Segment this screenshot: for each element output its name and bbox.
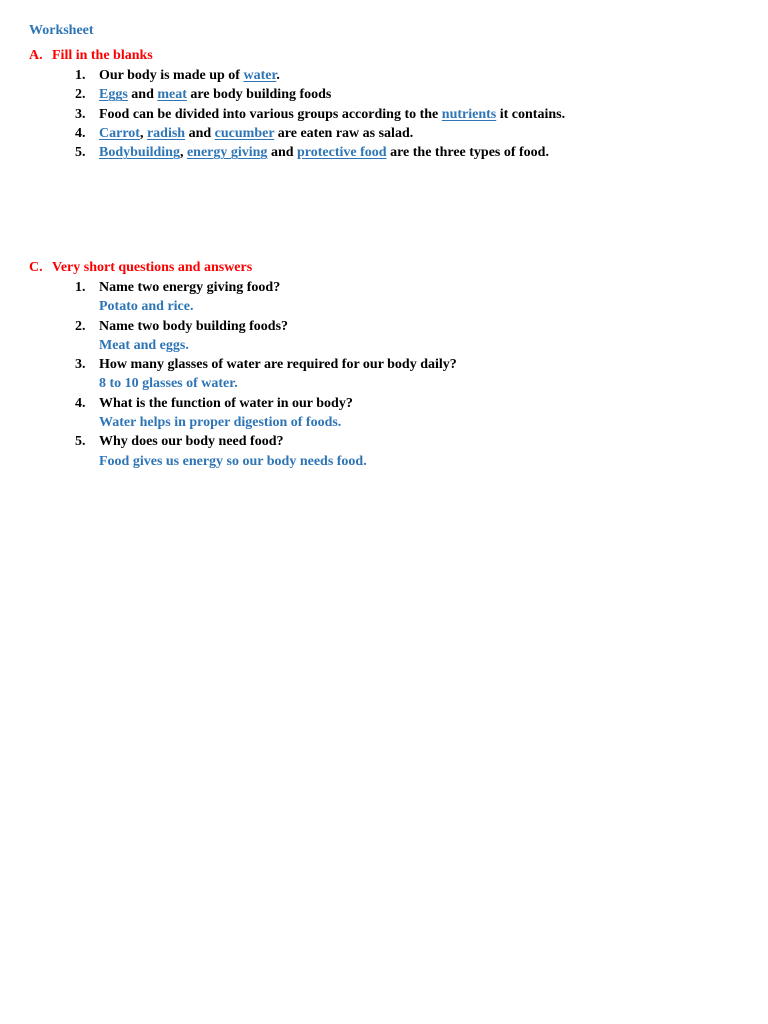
answer-text: Meat and eggs. — [99, 337, 189, 353]
blank-answer: water — [243, 68, 277, 83]
answer-text: Potato and rice. — [99, 299, 194, 315]
sentence-text: are eaten raw as salad. — [274, 125, 414, 141]
answer-text: 8 to 10 glasses of water. — [99, 376, 238, 392]
list-item — [0, 85, 565, 104]
sentence-text: , — [179, 145, 187, 161]
item-number: 2. — [75, 87, 86, 103]
list-item — [0, 432, 457, 471]
blank-answer: meat — [157, 87, 187, 103]
item-number: 5. — [75, 434, 86, 450]
question-text: Name two body building foods? — [99, 318, 289, 334]
section-c-heading — [29, 259, 252, 277]
blank-answer: cucumber — [214, 125, 275, 141]
blank-answer: nutrients — [441, 106, 497, 122]
section-a-heading — [29, 47, 153, 65]
question-text: How many glasses of water are required for our body daily? — [99, 357, 457, 373]
sentence-text: are body building foods — [186, 87, 332, 103]
blank-answer: radish — [146, 125, 186, 141]
question-text: Why does our body need food? — [99, 434, 284, 450]
answer-text: Water helps in proper digestion of foods. — [99, 415, 342, 431]
question-text: What is the function of water in our body? — [99, 395, 353, 411]
sentence-text: and — [127, 87, 158, 103]
section-a-letter: A. — [29, 48, 43, 63]
answer-text: Food gives us energy so our body needs food. — [99, 453, 367, 469]
sentence-text: . — [276, 68, 280, 83]
list-item — [0, 278, 457, 317]
short-questions-list — [0, 278, 457, 471]
list-item — [0, 394, 457, 433]
blank-answer: energy giving — [186, 145, 268, 161]
sentence-text: Our body is made up of — [99, 68, 244, 83]
section-c-title: Very short questions and answers — [52, 260, 253, 275]
sentence-text: and — [185, 125, 215, 141]
item-number: 2. — [75, 318, 86, 334]
item-number: 3. — [75, 106, 86, 122]
blank-answer: protective food — [297, 145, 387, 161]
sentence-text: , — [139, 125, 147, 141]
worksheet-title: Worksheet — [29, 23, 94, 38]
item-number: 1. — [75, 68, 86, 83]
list-item — [0, 66, 565, 85]
sentence-text: it contains. — [496, 106, 566, 122]
sentence-text: and — [267, 145, 298, 161]
list-item — [0, 355, 457, 394]
item-number: 4. — [75, 125, 86, 141]
question-text: Name two energy giving food? — [99, 280, 281, 295]
list-item — [0, 143, 565, 162]
sentence-text: Food can be divided into various groups according to the — [99, 106, 442, 122]
item-number: 4. — [75, 395, 86, 411]
list-item — [0, 317, 457, 356]
section-c-letter: C. — [29, 260, 43, 275]
list-item — [0, 105, 565, 124]
list-item — [0, 124, 565, 143]
sentence-text: are the three types of food. — [386, 145, 549, 161]
blank-answer: Eggs — [99, 87, 128, 103]
blank-answer: Bodybuilding — [99, 145, 180, 161]
item-number: 3. — [75, 357, 86, 373]
fill-in-the-blanks-list — [0, 66, 565, 162]
item-number: 1. — [75, 280, 86, 295]
item-number: 5. — [75, 145, 86, 161]
section-a-title: Fill in the blanks — [52, 48, 153, 63]
blank-answer: Carrot — [99, 125, 140, 141]
